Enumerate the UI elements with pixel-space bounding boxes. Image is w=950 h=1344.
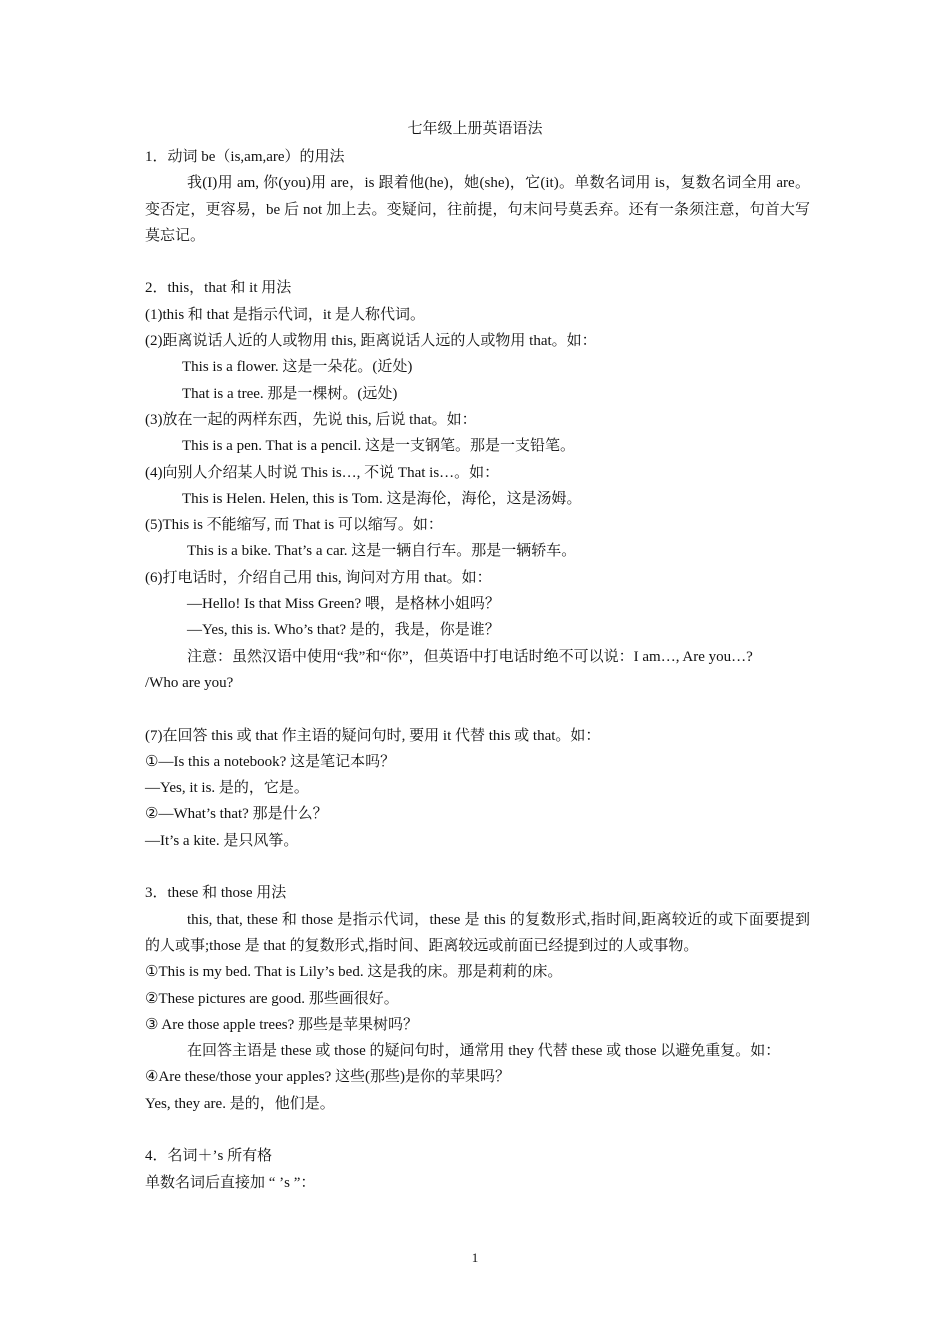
document-title: 七年级上册英语语法: [407, 121, 543, 137]
blank-line: [145, 249, 810, 275]
section-2-point-4: (4)向别人介绍某人时说 This is…, 不说 That is…。如：: [145, 464, 500, 481]
section-2-point-7: (7)在回答 this 或 that 作主语的疑问句时, 要用 it 代替 this 或 that。如：: [145, 727, 601, 744]
blank-line: [145, 854, 810, 880]
example-line: ③ Are those apple trees? 那些是苹果树吗？: [145, 1016, 418, 1033]
example-line: This is Helen. Helen, this is Tom. 这是海伦，海伦，这是汤姆。: [182, 490, 582, 507]
section-3-heading: 3．these 和 those 用法: [145, 885, 287, 902]
blank-line: [145, 696, 810, 722]
section-2-point-6: (6)打电话时，介绍自己用 this, 询问对方用 that。如：: [145, 569, 492, 586]
section-4-point-1: 单数名词后直接加 “ ’s ”：: [145, 1174, 316, 1191]
example-line: This is a pen. That is a pencil. 这是一支钢笔。那是一支铅笔。: [182, 438, 576, 455]
example-line: —Yes, it is. 是的，它是。: [145, 780, 309, 797]
section-2-point-5: (5)This is 不能缩写, 而 That is 可以缩写。如：: [145, 517, 443, 534]
note-line-continued: /Who are you?: [145, 674, 234, 691]
example-line: This is a bike. That’s a car. 这是一辆自行车。那是一辆轿车。: [187, 543, 577, 560]
section-3-paragraph-2: 在回答主语是 these 或 those 的疑问句时，通常用 they 代替 these 或 those 以避免重复。如：: [187, 1043, 781, 1060]
blank-line: [145, 1117, 810, 1143]
document-body: [145, 144, 810, 1196]
example-line: ①This is my bed. That is Lily’s bed. 这是我的床。那是莉莉的床。: [145, 964, 563, 981]
example-line: That is a tree. 那是一棵树。(远处): [182, 385, 398, 402]
example-line: —Yes, this is. Who’s that? 是的，我是，你是谁？: [187, 622, 500, 639]
section-4-heading: 4．名词＋’s 所有格: [145, 1148, 273, 1165]
example-line: —It’s a kite. 是只风筝。: [145, 832, 299, 849]
example-line: ④Are these/those your apples? 这些(那些)是你的苹果吗？: [145, 1069, 511, 1086]
example-line: Yes, they are. 是的，他们是。: [145, 1095, 335, 1112]
section-1-heading: 1．动词 be（is,am,are）的用法: [145, 149, 345, 165]
section-2-point-2: (2)距离说话人近的人或物用 this, 距离说话人远的人或物用 that。如：: [145, 333, 597, 350]
example-line: This is a flower. 这是一朵花。(近处): [182, 359, 413, 376]
section-2-point-3: (3)放在一起的两样东西，先说 this, 后说 that。如：: [145, 411, 477, 428]
section-1-paragraph: 我(I)用 am, 你(you)用 are，is 跟着他(he)，她(she)，它(it)。单数名词用 is，复数名词全用 are。变否定，更容易，be 后 not 加上去。变疑问，往前提，句末问号莫丢弃。还有一条须注意，句首大写莫忘记。: [145, 175, 810, 244]
example-line: ①—Is this a notebook? 这是笔记本吗？: [145, 753, 396, 770]
example-line: —Hello! Is that Miss Green? 喂，是格林小姐吗？: [187, 596, 500, 613]
example-line: ②These pictures are good. 那些画很好。: [145, 990, 399, 1007]
section-3-paragraph: this, that, these 和 those 是指示代词，these 是 this 的复数形式,指时间,距离较近的或下面要提到的人或事;those 是 that 的复数形式,指时间、距离较远或前面已经提到过的人或事物。: [145, 911, 810, 954]
page-number: 1: [471, 1250, 479, 1265]
section-2-point-1: (1)this 和 that 是指示代词，it 是人称代词。: [145, 306, 425, 323]
note-line: 注意：虽然汉语中使用“我”和“你”，但英语中打电话时绝不可以说：I am…, Are you…?: [187, 648, 753, 665]
section-2-heading: 2．this，that 和 it 用法: [145, 280, 292, 297]
example-line: ②—What’s that? 那是什么？: [145, 806, 328, 823]
